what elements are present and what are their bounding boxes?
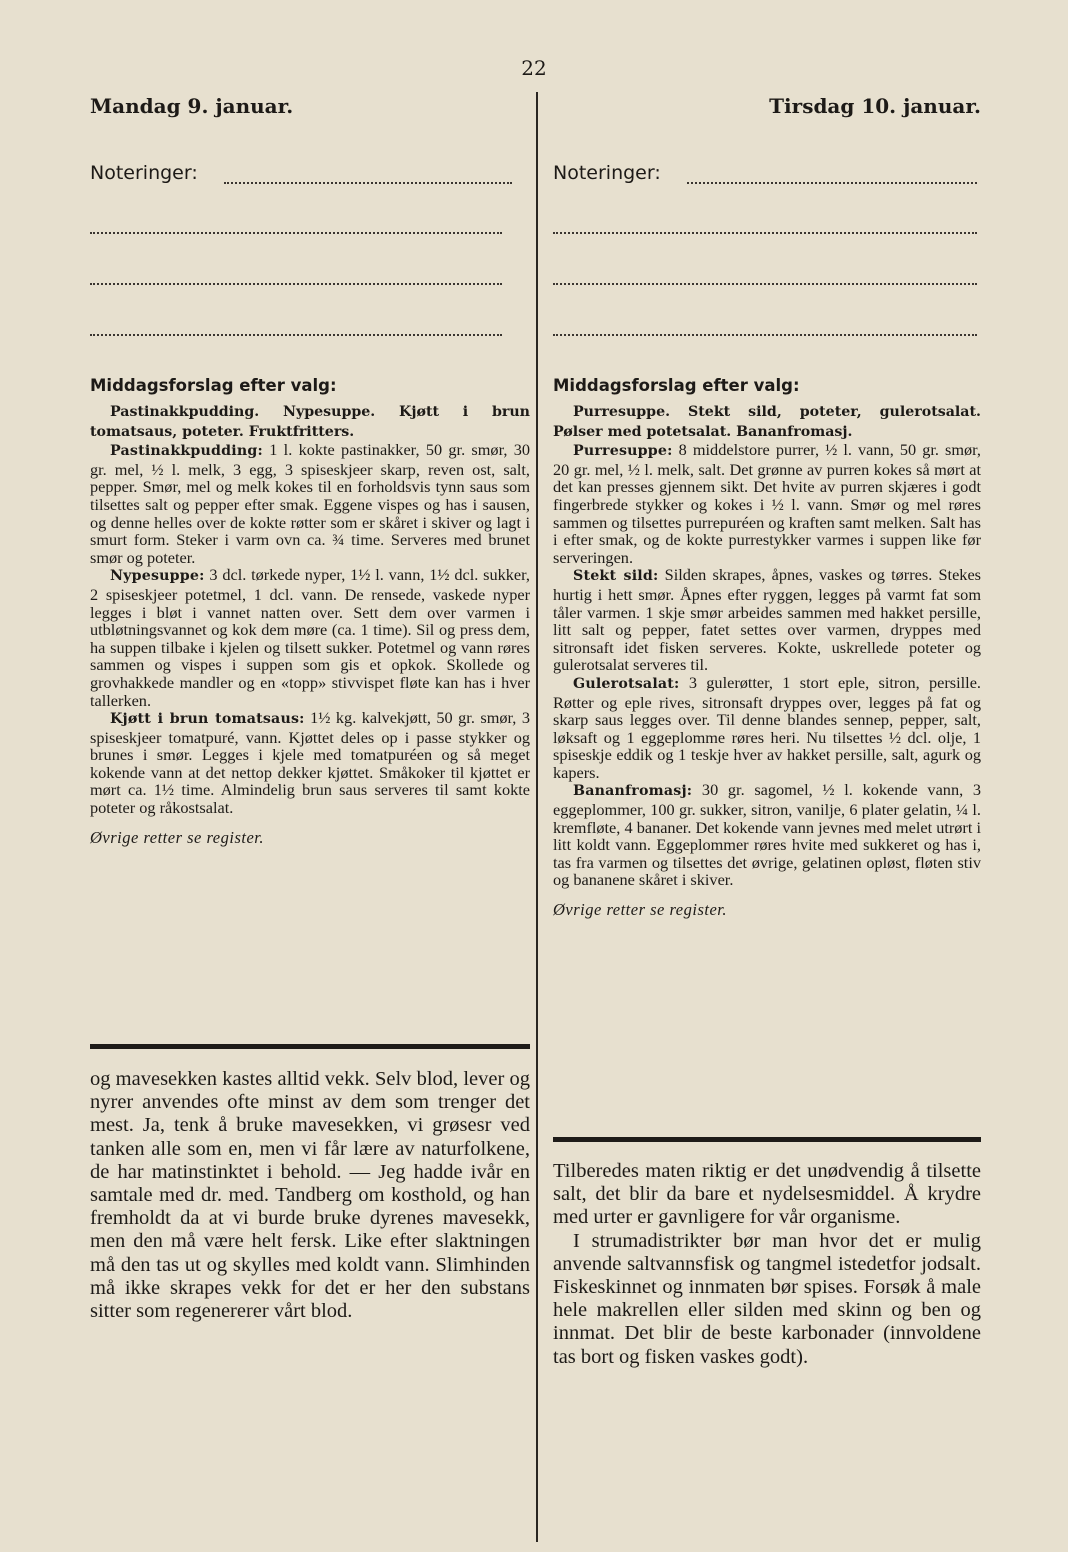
notes-line	[553, 283, 977, 285]
recipe-text: 3 gulerøtter, 1 stort eple, sitron, persille. Røtter og eple rives, sitronsaft dryppes over, legges på fat og skarp saus legges over. Til denne blandes sennep, pepper, salt, løksaft og 1 eggeplomme røres heri. Nu tilsettes ½ dcl. olje, 1 spiseskje eddik og 1 teskje hver av hakket persille, salt, agurk og kapers.	[553, 672, 981, 782]
essay-left	[90, 1068, 530, 1323]
recipe-title: Kjøtt i brun tomatsaus:	[110, 711, 305, 728]
essay-paragraph: Tilberedes maten riktig er det unødvendig å tilsette salt, det blir da bare et nydelsesmiddel. Å krydre med urter er gavnligere for vår organisme.	[553, 1160, 981, 1229]
recipe	[90, 709, 530, 817]
essay-right	[553, 1160, 981, 1369]
dinner-heading: Middagsforslag efter valg:	[553, 376, 800, 395]
page-number: 22	[521, 56, 547, 80]
recipe	[90, 441, 530, 566]
notes-line	[224, 182, 512, 184]
notes-label: Noteringer:	[90, 162, 198, 184]
day-title-monday: Mandag 9. januar.	[90, 94, 294, 118]
notes-line	[553, 232, 977, 234]
recipe-text: 1 l. kokte pastinakker, 50 gr. smør, 30 gr. mel, ½ l. melk, 3 egg, 3 spiseskjeer skarp, reven ost, salt, pepper. Smør, mel og melk kokes til en forholdsvis tynn saus som tilsettes salt og pepper efter smak. Eggene vispes og has i sausen, og denne helles over de kokte røtter som er skåret i skiver og lagt i smurt form. Steker i varm ovn ca. ¾ time. Serveres med brunet smør og poteter.	[90, 440, 531, 567]
essay-paragraph: I strumadistrikter bør man hvor det er mulig anvende saltvannsfisk og tangmel istedetfor jodsalt. Fiskeskinnet og innmaten bør spises. Forsøk å male hele makrellen eller silden med skinn og ben og innmat. Det blir de beste karbonader (innvoldene tas bort og fisken vaskes godt).	[553, 1229, 981, 1368]
recipe	[553, 441, 981, 566]
recipe	[553, 781, 981, 889]
other-dishes-note: Øvrige retter se register.	[553, 900, 727, 920]
essay-paragraph: og mavesekken kastes alltid vekk. Selv blod, lever og nyrer anvendes ofte minst av dem som trenger det mest. Ja, tenk å bruke mavesekken, vi grøsesr ved tanken alle som en, men vi får lære av naturfolkene, de har matinstinktet i behold. — Jeg hadde ivår en samtale med dr. med. Tandberg om kosthold, og han fremholdt da at vi burde bruke dyrenes mavesekk, men den må være helt fersk. Like efter slaktningen må den tas ut og skylles med koldt vann. Slimhinden må ikke skrapes vekk for det er her den substans sitter som regenererer vårt blod.	[90, 1068, 530, 1323]
other-dishes-note: Øvrige retter se register.	[90, 827, 264, 847]
section-rule	[90, 1044, 530, 1049]
notes-line	[553, 334, 977, 336]
recipe-title: Gulerotsalat:	[573, 675, 680, 692]
recipes-right	[553, 402, 981, 919]
recipe-title: Purresuppe:	[573, 443, 673, 460]
recipe	[553, 566, 981, 674]
recipe-title: Stekt sild:	[573, 568, 659, 585]
notes-line	[90, 334, 502, 336]
section-rule	[553, 1137, 981, 1142]
notes-line	[90, 283, 502, 285]
recipe-title: Bananfromasj:	[573, 783, 693, 800]
dinner-heading: Middagsforslag efter valg:	[90, 376, 337, 395]
notes-line	[90, 232, 502, 234]
notes-line	[687, 182, 977, 184]
notes-label: Noteringer:	[553, 162, 661, 184]
recipe	[553, 674, 981, 782]
recipe-text: Silden skrapes, åpnes, vaskes og tørres. Stekes hurtig i hett smør. Åpnes efter ryggen, legges på varmt fat som tåler varmen. 1 skje smør arbeides sammen med hakket persille, litt salt og pepper, fatet settes over varmen, dryppes med sitronsaft idet fisken serveres. Kokte, uskrellede poteter og gulerotsalat serveres til.	[553, 565, 982, 675]
recipe-text: 30 gr. sagomel, ½ l. kokende vann, 3 eggeplommer, 100 gr. sukker, sitron, vanilje, 6 plater gelatin, ¼ l. kremfløte, 4 bananer. Det kokende vann jevnes med melet utrørt i litt koldt vann. Eggeplommer røres hvite med sukkeret og has i, tas fra varmen og tilsettes det øvrige, gelatinen opløst, fløten stiv og bananene skåret i skiver.	[553, 780, 981, 890]
day-title-tuesday: Tirsdag 10. januar.	[769, 94, 981, 118]
recipe-text: 3 dcl. tørkede nyper, 1½ l. vann, 1½ dcl. sukker, 2 spiseskjeer potetmel, 1 dcl. vann. De rensede, vaskede nyper legges i bløt i vannet natten over. Sett dem over varmen i utbløtningsvannet og kok dem møre (ca. 1 time). Sil og press dem, ha suppen tilbake i kjelen og tilsett sukker. Potetmel og vann røres sammen og vispes i suppen som gis et opkok. Skollede og grovhakkede mandler og en «topp» stivvispet fløte kan has i hver tallerken.	[90, 565, 530, 710]
column-divider	[536, 92, 538, 1542]
recipe-text: 8 middelstore purrer, ½ l. vann, 50 gr. smør, 20 gr. mel, ½ l. melk, salt. Det grønne av purren kokes så mørt at det kan presses gjennem sikt. Det hvite av purren skjæres i godt fingerbrede stykker og kokes i ½ l. vann. Smør og mel røres sammen og tilsettes purrepuréen og kraften samt melken. Salt has i efter smak, og de kokte purrestykker varmes i suppen like før serveringen.	[553, 440, 981, 567]
recipe-title: Nypesuppe:	[110, 568, 205, 585]
menu-summary: Purresuppe. Stekt sild, poteter, gulerotsalat. Pølser med potetsalat. Bananfromasj.	[553, 404, 981, 440]
recipe-text: 1½ kg. kalvekjøtt, 50 gr. smør, 3 spiseskjeer tomatpuré, vann. Kjøttet deles op i passe stykker og brunes i smør. Legges i kjele med tomatpuréen og så meget kokende vann at det nettop dekker kjøttet. Småkoker til kjøttet er mørt ca. 1½ time. Almindelig brun saus serveres til samt kokte poteter og råkostsalat.	[90, 708, 530, 818]
recipe	[90, 566, 530, 709]
menu-summary: Pastinakkpudding. Nypesuppe. Kjøtt i brun tomatsaus, poteter. Fruktfritters.	[90, 404, 530, 440]
recipes-left	[90, 402, 530, 846]
recipe-title: Pastinakkpudding:	[110, 443, 263, 460]
